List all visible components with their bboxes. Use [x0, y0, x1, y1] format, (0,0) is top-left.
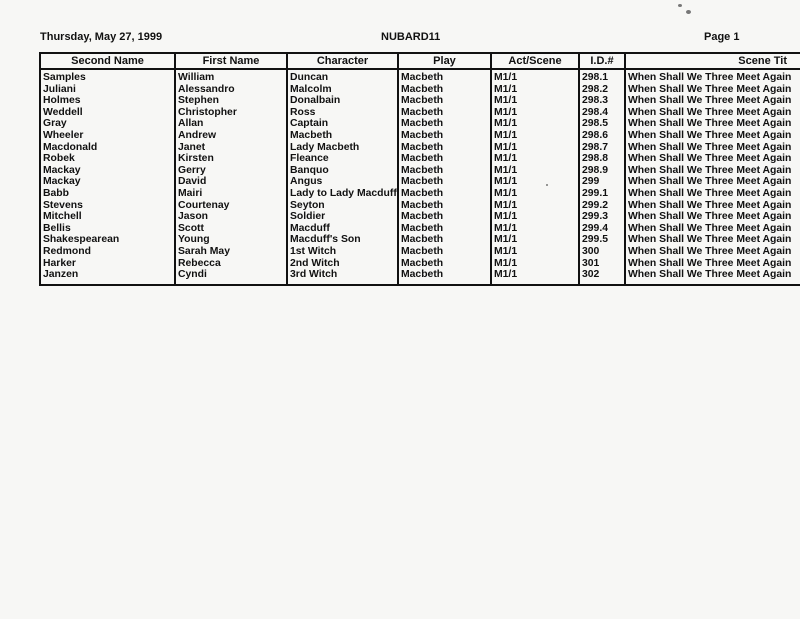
table-cell: Janet [178, 141, 206, 153]
table-cell: 300 [582, 245, 600, 257]
table-cell: Macbeth [401, 234, 444, 246]
table-cell: Janzen [43, 269, 79, 281]
table-cell: Macbeth [401, 176, 444, 188]
paper-speck [678, 4, 682, 7]
table-cell: M1/1 [494, 72, 518, 83]
column-header: Character [288, 54, 397, 70]
table-cell: Young [178, 234, 210, 246]
table-cell: Macbeth [401, 245, 444, 257]
table-cell: When Shall We Three Meet Again [628, 245, 792, 257]
table-cell: When Shall We Three Meet Again [628, 95, 792, 107]
table-cell: 298.9 [582, 164, 609, 176]
table-cell: Macbeth [401, 118, 444, 130]
table-cell: Mairi [178, 187, 203, 199]
table-cell: Donalbain [290, 95, 341, 107]
table-cell: M1/1 [494, 211, 518, 223]
table-cell: Macbeth [401, 129, 444, 141]
table-cell: Scott [178, 222, 204, 234]
table-cell: Macbeth [401, 257, 444, 269]
play-list [399, 72, 490, 281]
table-cell: 298.8 [582, 153, 609, 165]
scene-title-list [626, 72, 800, 281]
table-cell: Duncan [290, 72, 329, 83]
table-cell: Macbeth [401, 72, 444, 83]
table-cell: 299.4 [582, 222, 609, 234]
table-cell: Bellis [43, 222, 71, 234]
table-cell: Shakespearean [43, 234, 120, 246]
column-header: Scene Tit [626, 54, 800, 70]
id-list [580, 72, 624, 281]
column-first-name [176, 54, 288, 284]
table-cell: Mackay [43, 176, 81, 188]
table-cell: Malcolm [290, 83, 332, 95]
column-id [580, 54, 626, 284]
table-cell: M1/1 [494, 269, 518, 281]
table-cell: Ross [290, 106, 316, 118]
table-cell: 299.2 [582, 199, 609, 211]
page-number: Page 1 [704, 31, 740, 43]
table-cell: 2nd Witch [290, 257, 340, 269]
table-cell: When Shall We Three Meet Again [628, 164, 792, 176]
table-cell: When Shall We Three Meet Again [628, 141, 792, 153]
table-cell: 299.1 [582, 187, 609, 199]
table-cell: Macbeth [401, 187, 444, 199]
table-cell: Angus [290, 176, 323, 188]
paper-speck [546, 184, 548, 186]
table-cell: M1/1 [494, 176, 518, 188]
table-cell: Samples [43, 72, 86, 83]
table-cell: Gray [43, 118, 67, 130]
table-cell: M1/1 [494, 199, 518, 211]
report-code: NUBARD11 [381, 31, 441, 43]
table-cell: Stephen [178, 95, 219, 107]
table-cell: When Shall We Three Meet Again [628, 211, 792, 223]
table-cell: When Shall We Three Meet Again [628, 129, 792, 141]
table-cell: When Shall We Three Meet Again [628, 187, 792, 199]
table-cell: 298.5 [582, 118, 609, 130]
table-cell: When Shall We Three Meet Again [628, 72, 792, 83]
table-cell: Macbeth [290, 129, 333, 141]
table-cell: Macbeth [401, 106, 444, 118]
table-cell: Macbeth [401, 211, 444, 223]
table-cell: Juliani [43, 83, 76, 95]
table-cell: Macdonald [43, 141, 98, 153]
table-cell: M1/1 [494, 245, 518, 257]
table-cell: Macbeth [401, 269, 444, 281]
table-cell: Holmes [43, 95, 81, 107]
table-cell: M1/1 [494, 164, 518, 176]
table-cell: M1/1 [494, 153, 518, 165]
column-header: Act/Scene [492, 54, 578, 70]
table-cell: Wheeler [43, 129, 84, 141]
table-cell: When Shall We Three Meet Again [628, 106, 792, 118]
table-cell: Jason [178, 211, 209, 223]
table-cell: When Shall We Three Meet Again [628, 222, 792, 234]
table-cell: M1/1 [494, 234, 518, 246]
table-cell: When Shall We Three Meet Again [628, 83, 792, 95]
table-cell: M1/1 [494, 106, 518, 118]
table-cell: M1/1 [494, 187, 518, 199]
second-name-list [41, 72, 174, 281]
table-cell: When Shall We Three Meet Again [628, 234, 792, 246]
table-cell: Mackay [43, 164, 81, 176]
table-cell: Weddell [43, 106, 83, 118]
table-cell: Macbeth [401, 164, 444, 176]
paper-speck [686, 10, 691, 14]
table-cell: When Shall We Three Meet Again [628, 176, 792, 188]
table-cell: Cyndi [178, 269, 207, 281]
table-cell: Lady to Lady Macduff [290, 187, 397, 199]
table-cell: Robek [43, 153, 75, 165]
table-cell: Fleance [290, 153, 329, 165]
table-cell: M1/1 [494, 257, 518, 269]
cast-table [39, 52, 800, 286]
table-cell: 298.3 [582, 95, 609, 107]
column-character [288, 54, 399, 284]
column-play [399, 54, 492, 284]
column-header: Second Name [41, 54, 174, 70]
table-cell: Macduff's Son [290, 234, 361, 246]
table-cell: Lady Macbeth [290, 141, 360, 153]
table-cell: 299.3 [582, 211, 609, 223]
table-cell: 299.5 [582, 234, 609, 246]
table-cell: Redmond [43, 245, 91, 257]
table-cell: Christopher [178, 106, 237, 118]
table-cell: Macbeth [401, 141, 444, 153]
table-cell: Sarah May [178, 245, 230, 257]
table-cell: Banquo [290, 164, 329, 176]
table-cell: When Shall We Three Meet Again [628, 153, 792, 165]
column-second-name [41, 54, 176, 284]
table-cell: Macbeth [401, 95, 444, 107]
column-header: Play [399, 54, 490, 70]
table-cell: M1/1 [494, 83, 518, 95]
table-cell: David [178, 176, 207, 188]
table-cell: 1st Witch [290, 245, 337, 257]
table-cell: 298.2 [582, 83, 609, 95]
table-cell: When Shall We Three Meet Again [628, 257, 792, 269]
table-cell: M1/1 [494, 95, 518, 107]
table-cell: Stevens [43, 199, 83, 211]
table-cell: Alessandro [178, 83, 235, 95]
table-cell: When Shall We Three Meet Again [628, 199, 792, 211]
act-scene-list [492, 72, 578, 281]
table-cell: 298.7 [582, 141, 609, 153]
table-cell: M1/1 [494, 118, 518, 130]
table-cell: Mitchell [43, 211, 82, 223]
report-date: Thursday, May 27, 1999 [40, 31, 163, 43]
column-header: I.D.# [580, 54, 624, 70]
table-cell: William [178, 72, 215, 83]
table-cell: When Shall We Three Meet Again [628, 118, 792, 130]
table-cell: Courtenay [178, 199, 230, 211]
table-cell: 3rd Witch [290, 269, 338, 281]
table-cell: 298.1 [582, 72, 609, 83]
table-cell: Macbeth [401, 199, 444, 211]
table-cell: 299 [582, 176, 600, 188]
table-cell: Andrew [178, 129, 217, 141]
first-name-list [176, 72, 286, 281]
table-cell: M1/1 [494, 141, 518, 153]
table-cell: 302 [582, 269, 600, 281]
table-cell: Gerry [178, 164, 206, 176]
table-cell: 298.4 [582, 106, 609, 118]
table-cell: Allan [178, 118, 204, 130]
table-cell: Macduff [290, 222, 330, 234]
table-cell: Macbeth [401, 153, 444, 165]
table-cell: When Shall We Three Meet Again [628, 269, 792, 281]
table-cell: 301 [582, 257, 600, 269]
column-scene-title [626, 54, 800, 284]
column-act-scene [492, 54, 580, 284]
table-cell: Harker [43, 257, 76, 269]
table-cell: 298.6 [582, 129, 609, 141]
table-cell: Kirsten [178, 153, 214, 165]
table-cell: Babb [43, 187, 69, 199]
column-header: First Name [176, 54, 286, 70]
character-list [288, 72, 397, 281]
table-cell: M1/1 [494, 222, 518, 234]
table-cell: Rebecca [178, 257, 221, 269]
table-cell: Macbeth [401, 222, 444, 234]
table-cell: M1/1 [494, 129, 518, 141]
table-cell: Seyton [290, 199, 325, 211]
table-cell: Captain [290, 118, 329, 130]
table-cell: Macbeth [401, 83, 444, 95]
table-cell: Soldier [290, 211, 326, 223]
